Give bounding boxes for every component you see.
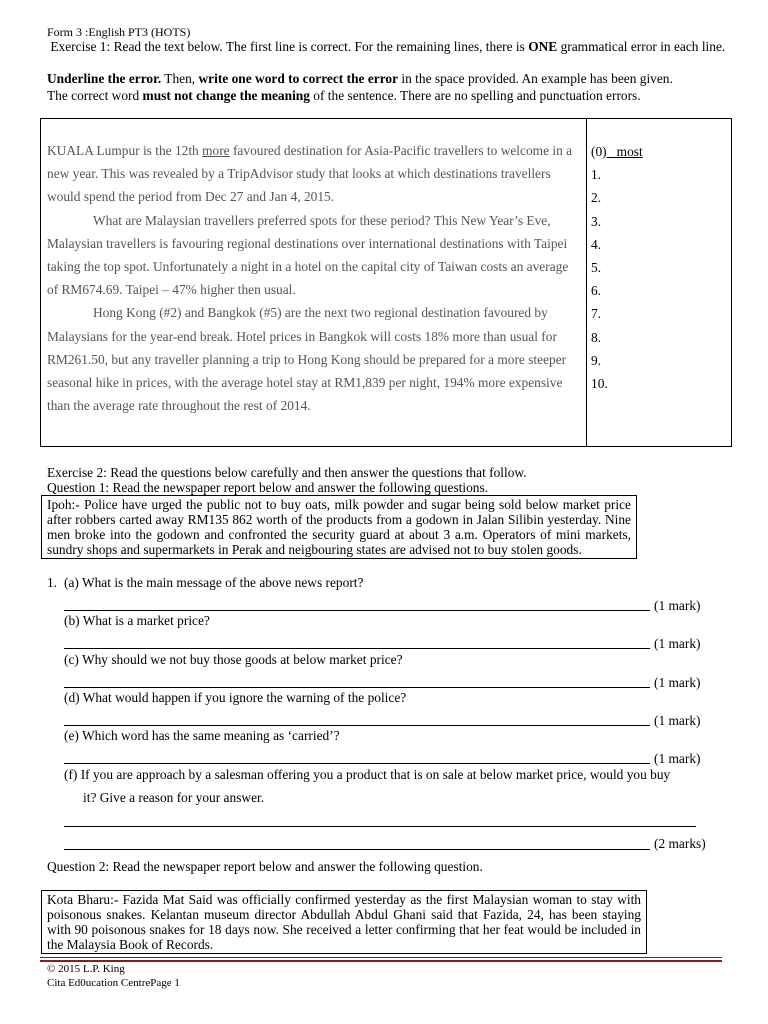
answer-number: 4. <box>591 236 602 252</box>
answer-number: 6. <box>591 283 602 299</box>
column-divider <box>586 119 587 446</box>
answer-number: 7. <box>591 306 602 322</box>
answer-number: 8. <box>591 329 602 345</box>
answer-line[interactable] <box>64 763 650 764</box>
mark-label: (1 mark) <box>654 598 701 613</box>
question1-intro: Question 1: Read the newspaper report below and answer the following questions. <box>47 480 489 495</box>
answer-line[interactable] <box>64 610 650 611</box>
answer-number: 3. <box>591 213 602 229</box>
footer-rule <box>40 960 722 962</box>
exercise1-instruction-line1: Exercise 1: Read the text below. The first line is correct. For the remaining lines, there is ONE grammatical error in each line. <box>50 39 726 54</box>
question-text: (c) Why should we not buy those goods at below market price? <box>64 651 403 667</box>
question-text: (a) What is the main message of the above news report? <box>64 575 364 590</box>
exercise2-intro: Exercise 2: Read the questions below carefully and then answer the questions that follow. <box>47 465 527 480</box>
footer-copyright: © 2015 L.P. King <box>47 963 125 975</box>
news-report-1: Ipoh:- Police have urged the public not to buy oats, milk powder and sugar being sold below market price after robbers carted away RM135 862 worth of the products from a godown in Jalan Silibin yesterday. Nine men broke into the godown and confronted the security guard at about 3 a.m. Operators of mini markets, sundry shops and supermarkets in Perak and neigbouring states are advised not to buy stolen goods. <box>41 495 637 559</box>
answer-number: 10. <box>591 376 608 392</box>
mark-label: (2 marks) <box>654 836 706 851</box>
passage-text: KUALA Lumpur is the 12th more favoured destination for Asia-Pacific travellers to welcome in a new year. This was revealed by a TripAdvisor study that looks at which destinations travellers would spend the period from Dec 27 and Jan 4, 2015. What are Malaysian travellers preferred spots for these period? This New Year’s Eve, Malaysian travellers is favouring regional destinations over international destinations with Taipei taking the top spot. Unfortunately a night in a hotel on the capital city of Taiwan costs an average of RM674.69. Taipei – 47% higher then usual. Hong Kong (#2) and Bangkok (#5) are the next two regional destination favoured by Malaysians for the year-end break. Hotel prices in Bangkok will costs 18% more than usual for RM261.50, but any traveller planning a trip to Hong Kong should be prepared for a more steeper seasonal hike in prices, with the average hotel stay at RM1,839 per night, 194% more expensive than the average rate throughout the rest of 2014. <box>47 143 573 414</box>
answer-number: 9. <box>591 352 602 368</box>
question2-intro: Question 2: Read the newspaper report below and answer the following question. <box>47 859 483 874</box>
mark-label: (1 mark) <box>654 636 701 652</box>
answer-line[interactable] <box>64 725 650 726</box>
footer-rule <box>40 957 722 958</box>
question-text: (d) What would happen if you ignore the warning of the police? <box>64 689 407 705</box>
footer-centre: Cita Ed0ucation CentrePage 1 <box>47 977 180 989</box>
question-text: (e) Which word has the same meaning as ‘carried’? <box>64 728 340 744</box>
mark-label: (1 mark) <box>654 751 701 767</box>
question-f-line1: (f) If you are approach by a salesman offering you a product that is on sale at below market price, would you buy <box>64 767 671 782</box>
document-header: Form 3 :English PT3 (HOTS) <box>47 25 191 39</box>
example-error: more <box>202 143 230 158</box>
answer-number: 5. <box>591 260 602 276</box>
question-text: (b) What is a market price? <box>64 613 210 629</box>
exercise1-box <box>40 118 732 447</box>
answer-line[interactable] <box>64 687 650 688</box>
example-answer-row: (0) most <box>591 144 643 159</box>
mark-label: (1 mark) <box>654 674 701 690</box>
exercise1-instruction-line2: Underline the error. Then, write one word to correct the error in the space provided. An example has been given. <box>47 71 673 86</box>
answer-column <box>591 140 721 395</box>
exercise1-instruction-line3: The correct word must not change the meaning of the sentence. There are no spelling and punctuation errors. <box>47 88 641 103</box>
answer-line[interactable] <box>64 826 696 827</box>
news-report-2: Kota Bharu:- Fazida Mat Said was officially confirmed yesterday as the first Malaysian woman to stay with poisonous snakes. Kelantan museum director Abdullah Abdul Ghani said that Fazida, 24, has been staying with 90 poisonous snakes for 18 days now. She received a letter confirming that her feat would be included in the Malaysia Book of Records. <box>41 890 647 954</box>
question-number: 1. <box>47 575 58 590</box>
answer-line[interactable] <box>64 849 650 850</box>
answer-number-list <box>591 163 721 395</box>
answer-number: 2. <box>591 190 602 206</box>
answer-line[interactable] <box>64 648 650 649</box>
mark-label: (1 mark) <box>654 712 701 728</box>
answer-number: 1. <box>591 167 602 183</box>
question-f-line2: it? Give a reason for your answer. <box>83 790 265 805</box>
